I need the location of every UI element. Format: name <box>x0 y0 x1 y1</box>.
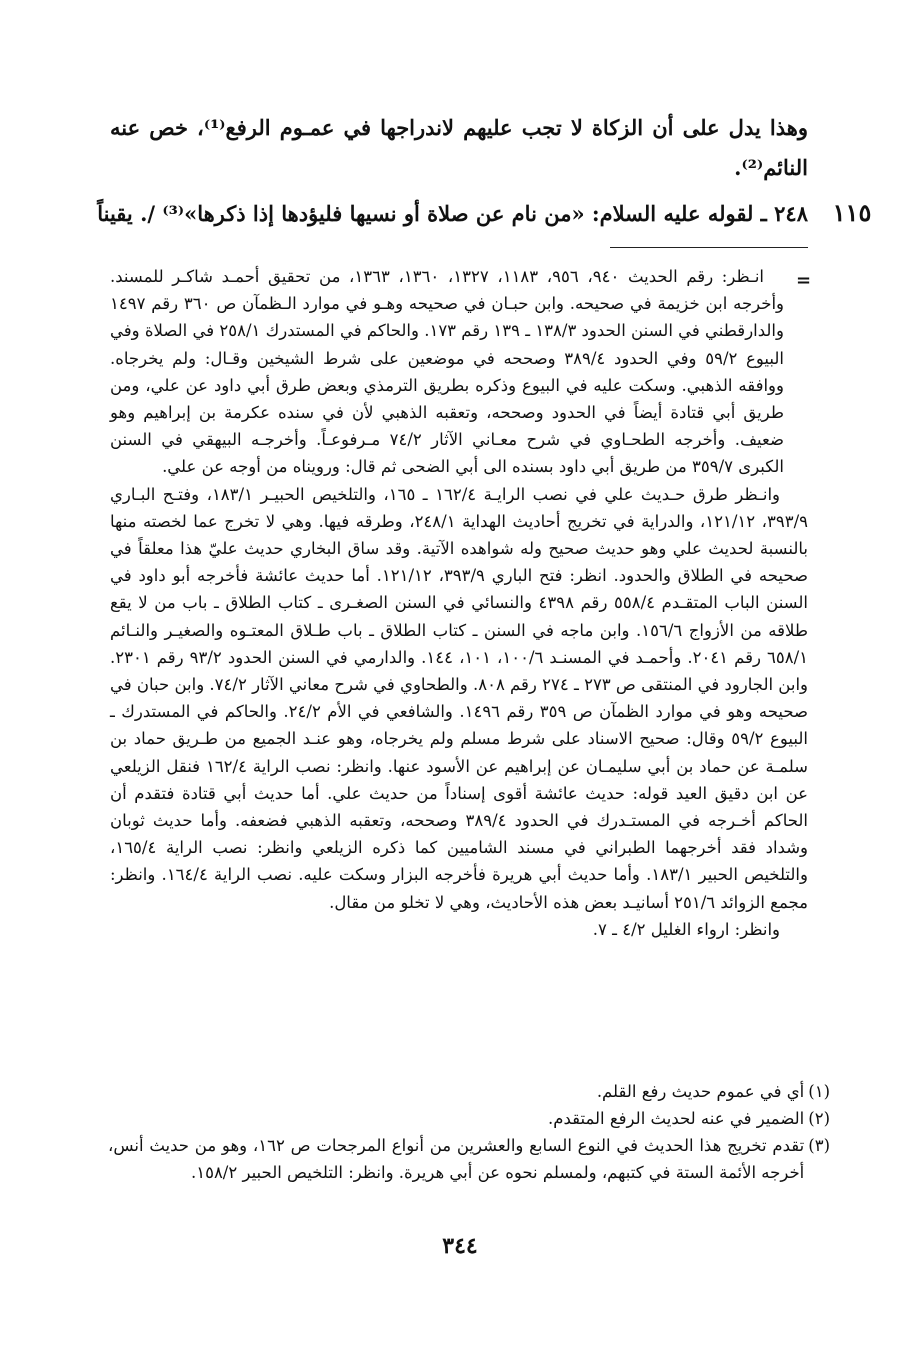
margin-page-reference: ١١٥ <box>832 198 872 227</box>
footnote-paragraph: وانظر: ارواء الغليل ٤/٢ ـ ٧. <box>592 919 780 939</box>
note-number: (٣) <box>808 1136 830 1155</box>
notes-list <box>108 1078 830 1186</box>
note-item <box>108 1105 830 1132</box>
page-number: ٣٤٤ <box>442 1233 478 1259</box>
footnote-paragraph: انـظر: رقم الحديث ٩٤٠، ٩٥٦، ١١٨٣، ١٣٢٧، ١٣٦٠، ١٣٦٣، من تحقيق أحمـد شاكـر للمسند. وأخرجه ابن خزيمة في صحيحه. وابن حبـان في صحيحه وهـو في موارد الـظمآن ص ٣٦٠ رقم ١٤٩٧ والدارقطني في السنن الحدود ١٣٨/٣ ـ ١٣٩ رقم ١٧٣. والحاكم في المستدرك ٢٥٨/١ في الصلاة وفي البيوع ٥٩/٢ وفي الحدود ٣٨٩/٤ وصححه في موضعين على شرط الشيخين وقـال: ولم يخرجاه. ووافقه الذهبي. وسكت عليه في البيوع وذكره بطريق الترمذي وبعض طرق أبي داود عن علي، ومن طريق أبي قتادة أيضاً في الحدود وصححه، وتعقبه الذهبي لأن في سنده عكرمة بن إبراهيم وهو ضعيف. وأخرجه الطحـاوي في شرح معـاني الآثار ٧٤/٢ مـرفوعـاً. وأخرجـه البيهقي في السنن الكبرى ٣٥٩/٧ من طريق أبي داود بسنده الى أبي الضحى ثم قال: ورويناه من أوجه عن علي. <box>109 267 785 477</box>
note-item <box>108 1078 830 1105</box>
note-text: الضمير في عنه لحديث الرفع المتقدم. <box>548 1109 805 1128</box>
continuation-mark: = <box>796 270 812 291</box>
footnote-paragraph: وانـظر طرق حـديث علي في نصب الرايـة ١٦٢/٤ ـ ١٦٥، والتلخيص الحبيـر ١٨٣/١، وفتـح البـاري ٣٩٣/٩، ١٢١/١٢، والدراية في تخريج أحاديث الهداية ٢٤٨/١، وطرقه فيها. وهي لا تخرج عما لخصته منها بالنسبة لحديث علي وهو حديث صحيح وله شواهده الآتية. وقد ساق البخاري حديث عليّ هذا معلقاً في صحيحه في الطلاق والحدود. انظر: فتح الباري ٣٩٣/٩، ١٢١/١٢. أما حديث عائشة فأخرجه أبو داود في السنن الباب المتقـدم ٥٥٨/٤ رقم ٤٣٩٨ والنسائي في السنن الصغـرى ـ كتاب الطلاق ـ باب من لا يقع طلاقه من الأزواج ١٥٦/٦. وابن ماجه في السنن ـ كتاب الطلاق ـ باب طـلاق المعتـوه والصغيـر والنـائم ٦٥٨/١ رقم ٢٠٤١. وأحمـد في المسنـد ١٠٠/٦، ١٠١، ١٤٤. والدارمي في السنن الحدود ٩٣/٢ رقم ٢٣٠١. وابن الجارود في المنتقى ص ٢٧٣ ـ ٢٧٤ رقم ٨٠٨. والطحاوي في شرح معاني الآثار ٧٤/٢. وابن حبان في صحيحه وهو في موارد الظمآن ص ٣٥٩ رقم ١٤٩٦. والشافعي في الأم ٢٤/٢. والحاكم في المستدرك ـ البيوع ٥٩/٢ وقال: صحيح الاسناد على شرط مسلم ولم يخرجاه، وهو عنـد الجميع من طـريق حماد بن سلمـة عن حماد بن أبي سليمـان عن إبراهيم عن الأسود عنها. وانظر: نصب الراية ١٦٢/٤ فنقل الزيلعي عن ابن دقيق العيد قوله: حديث عائشة أقوى إسناداً من حديث علي. أما حديث أبي قتادة فتقدم أن الحاكم أخـرجه في المستـدرك في الحدود ٣٨٩/٤ وصححه، وتعقبه الذهبي فضعفه. وأما حديث ثوبان وشداد فقد أخرجهما الطبراني في مسند الشاميين كما ذكره الزيلعي وانظر: نصب الراية ١٦٥/٤، والتلخيص الحبير ١٨٣/١. وأما حديث أبي هريرة فأخرجه البزار وسكت عليه. نصب الراية ١٦٤/٤. وانظر: مجمع الزوائد ٢٥١/٦ أسانيـد بعض هذه الأحاديث، وهي لا تخلو من مقال. <box>110 484 809 912</box>
note-number: (١) <box>808 1082 830 1101</box>
hadith-text: ٢٤٨ ـ لقوله عليه السلام: «من نام عن صلاة أو نسيها فليؤدها إذا ذكرها»⁽³⁾ /. يقيناً <box>97 201 808 226</box>
main-text-block <box>110 108 808 188</box>
footnote-block <box>110 263 808 943</box>
note-text: أي في عموم حديث رفع القلم. <box>596 1082 805 1101</box>
footnote-separator <box>610 247 808 248</box>
note-number: (٢) <box>808 1109 830 1128</box>
main-paragraph: وهذا يدل على أن الزكاة لا تجب عليهم لاندراجها في عمـوم الرفع⁽¹⁾، خص عنه النائم⁽²⁾. <box>110 115 808 180</box>
note-item <box>108 1132 830 1186</box>
note-text: تقدم تخريج هذا الحديث في النوع السابع والعشرين من أنواع المرجحات ص ١٦٢، وهو من حديث أنس، أخرجه الأئمة الستة في كتبهم، ولمسلم نحوه عن أبي هريرة. وانظر: التلخيص الحبير ١٥٨/٢. <box>108 1136 805 1182</box>
